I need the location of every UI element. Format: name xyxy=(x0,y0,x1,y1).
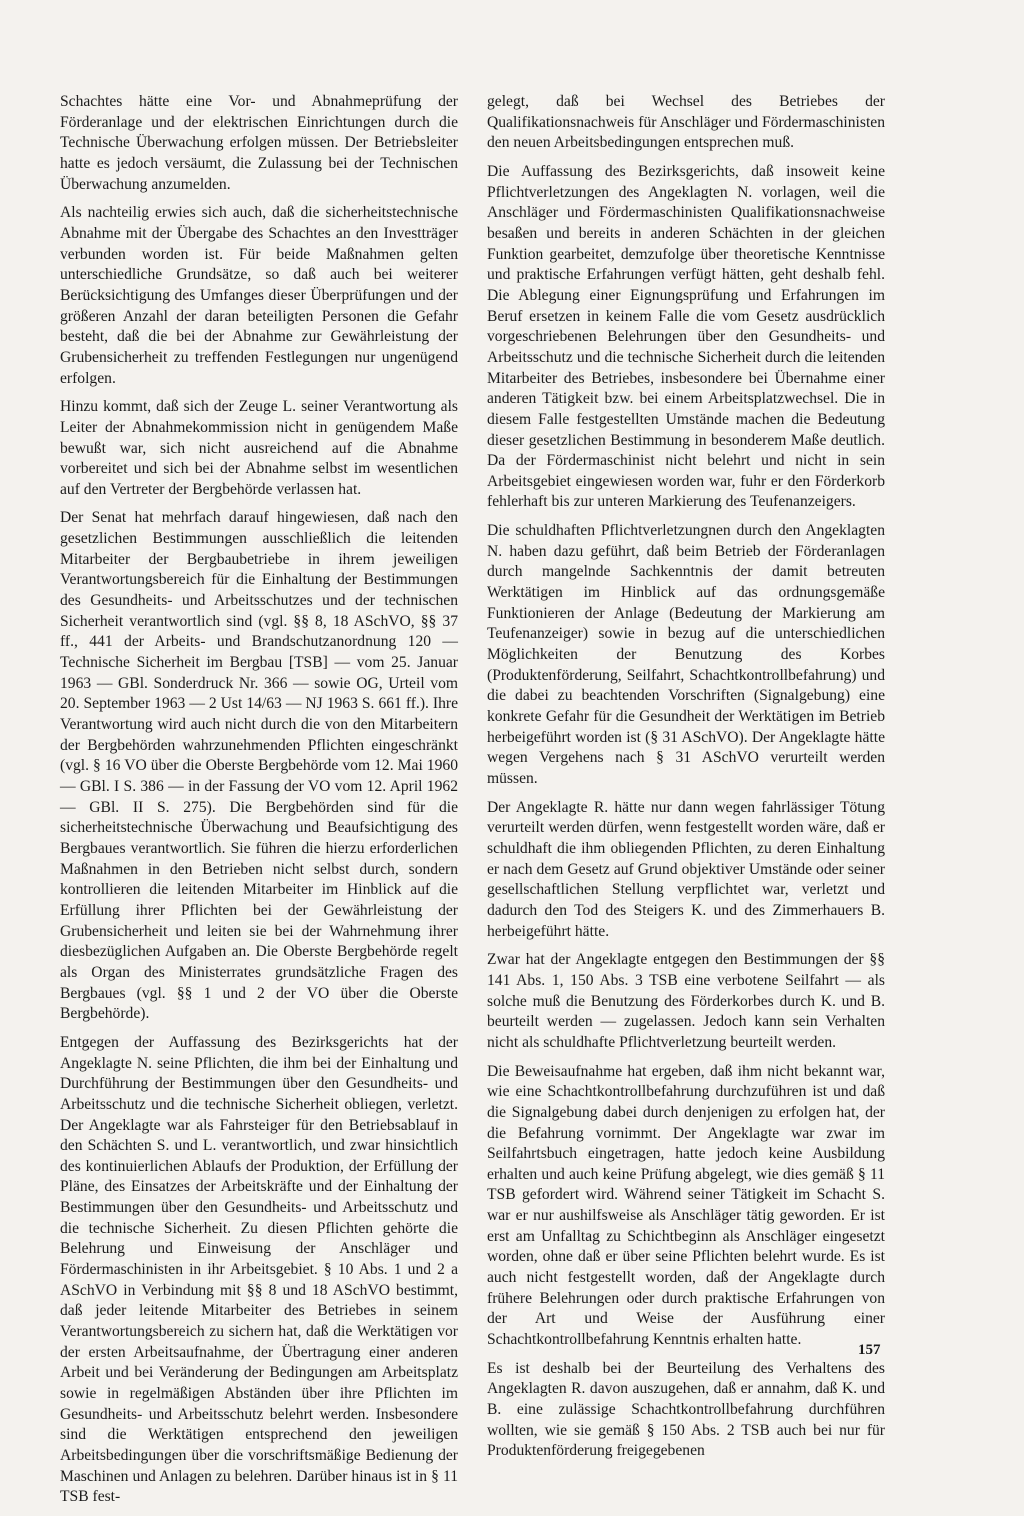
paragraph: gelegt, daß bei Wechsel des Betriebes der Qualifikationsnachweis für Anschläger und Fördermaschinisten den neuen Arbeitsbedingungen entsprechen muß. xyxy=(487,93,885,152)
left-column xyxy=(60,92,458,1516)
paragraph: Es ist deshalb bei der Beurteilung des Verhaltens des Angeklagten R. davon auszugehen, daß er annahm, daß K. und B. eine zulässige Schachtkontrollbefahrung durchführen wollten, wie sie gemäß § 150 Abs. 2 TSB auch bei nur für Produktenförderung freigegebenen xyxy=(487,1359,885,1460)
paragraph: Hinzu kommt, daß sich der Zeuge L. seiner Verantwortung als Leiter der Abnahmekommission nicht in genügendem Maße bewußt war, sich nicht ausreichend auf die Abnahme vorbereitet und sich bei der Abnahme selbst im wesentlichen auf den Vertreter der Bergbehörde verlassen hat. xyxy=(60,398,458,498)
paragraph: Als nachteilig erwies sich auch, daß die sicherheitstechnische Abnahme mit der Übergabe des Schachtes an den Investträger verbunden worden ist. Für beide Maßnahmen gelten unterschiedliche Grundsätze, so daß auch bei weiterer Berücksichtigung des Umfanges dieser Überprüfungen und der größeren Anzahl der daran beteiligten Personen die Gefahr besteht, daß die bei der Abnahme zur Gewährleistung der Grubensicherheit zu treffenden Festlegungen nur ungenügend erfolgen. xyxy=(60,204,458,387)
right-column xyxy=(487,92,885,1470)
paragraph: Entgegen der Auffassung des Bezirksgerichts hat der Angeklagte N. seine Pflichten, die ihm bei der Einhaltung und Durchführung der Bestimmungen über den Gesundheits- und Arbeitsschutz und die technische Sicherheit obliegen, verletzt. Der Angeklagte war als Fahrsteiger für den Betriebsablauf in den Schächten S. und L. verantwortlich, und zwar hinsichtlich des kontinuierlichen Ablaufs der Produktion, der Erfüllung der Pläne, des Einsatzes der Arbeitskräfte und der Einhaltung der Bestimmungen über den Gesundheits- und Arbeitsschutz und die technische Sicherheit. Zu diesen Pflichten gehörte die Belehrung und Einweisung der Anschläger und Fördermaschinisten in ihr Arbeitsgebiet. § 10 Abs. 1 und 2 a ASchVO in Verbindung mit §§ 8 und 18 ASchVO bestimmt, daß jeder leitende Mitarbeiter des Betriebes in seinem Verantwortungsbereich zu sichern hat, daß die Werktätigen vor der ersten Arbeitsaufnahme, der Übertragung einer anderen Arbeit und bei Veränderung der Bedingungen am Arbeitsplatz sowie in regelmäßigen Abständen über ihre Pflichten im Gesundheits- und Arbeitsschutz belehrt werden. Insbesondere sind die Werktätigen entsprechend den jeweiligen Arbeitsbedingungen über die vorschriftsmäßige Bedienung der Maschinen und Anlagen zu belehren. Darüber hinaus ist in § 11 TSB fest- xyxy=(60,1033,458,1506)
paragraph: Die Auffassung des Bezirksgerichts, daß insoweit keine Pflichtverletzungen des Angeklagten N. vorlagen, weil die Anschläger und Fördermaschinisten Qualifikationsnachweise besaßen und bereits in anderen Schächten in der gleichen Funktion gearbeitet, demzufolge über theoretische Kenntnisse und praktische Erfahrungen verfügt hätten, geht deshalb fehl. Die Ablegung einer Eignungsprüfung und Erfahrungen im Beruf ersetzen in keinem Falle die vom Gesetz ausdrücklich vorgeschriebenen Belehrungen über den Gesundheits- und Arbeitsschutz und die technische Sicherheit durch die leitenden Mitarbeiter des Betriebes, insbesondere bei Übernahme einer anderen Tätigkeit bzw. bei einem Arbeitsplatzwechsel. Die in diesem Falle festgestellten Umstände machen die Bedeutung dieser gesetzlichen Bestimmung in besonderem Maße deutlich. Da der Fördermaschinist nicht belehrt und nicht in sein Arbeitsgebiet eingewiesen worden war, fuhr er den Förderkorb fehlerhaft bis zur unteren Markierung des Teufenanzeigers. xyxy=(487,162,885,511)
paragraph: Schachtes hätte eine Vor- und Abnahmeprüfung der Förderanlage und der elektrischen Einrichtungen durch die Technische Überwachung erfolgen müssen. Der Betriebsleiter hatte es jedoch versäumt, die Zulassung bei der Technischen Überwachung anzumelden. xyxy=(60,93,458,193)
paragraph: Die schuldhaften Pflichtverletzungnen durch den Angeklagten N. haben dazu geführt, daß beim Betrieb der Förderanlagen durch mangelnde Sachkenntnis der damit betreuten Werktätigen im Hinblick auf das ordnungsgemäße Funktionieren der Anlage (Bedeutung der Markierung am Teufenanzeiger) sowie in bezug auf die unterschiedlichen Möglichkeiten der Benutzung des Korbes (Produktenförderung, Seilfahrt, Schachtkontrollbefahrung) und die dabei zu beachtenden Vorschriften (Signalgebung) eine konkrete Gefahr für die Gesundheit der Werktätigen im Betrieb herbeigeführt worden ist (§ 31 ASchVO). Der Angeklagte hätte wegen Vergehens nach § 31 ASchVO verurteilt werden müssen. xyxy=(487,522,885,787)
paragraph: Die Beweisaufnahme hat ergeben, daß ihm nicht bekannt war, wie eine Schachtkontrollbefahrung durchzuführen ist und daß die Signalgebung dabei durch denjenigen zu erfolgen hat, der die Befahrung vornimmt. Der Angeklagte war zwar im Seilfahrtsbuch eingetragen, hatte jedoch keine Ausbildung erhalten und auch keine Prüfung abgelegt, wie dies gemäß § 11 TSB gefordert wird. Während seiner Tätigkeit im Schacht S. war er nur aushilfsweise als Anschläger tätig geworden. Er ist erst am Unfalltag zu Schichtbeginn als Anschläger eingesetzt worden, ohne daß er über seine Pflichten belehrt wurde. Es ist auch nicht festgestellt worden, daß der Angeklagte durch frühere Belehrungen oder durch praktische Erfahrungen von der Art und Weise der Ausführung einer Schachtkontrollbefahrung Kenntnis erhalten hatte. xyxy=(487,1062,885,1349)
paragraph: Der Angeklagte R. hätte nur dann wegen fahrlässiger Tötung verurteilt werden dürfen, wenn festgestellt worden wäre, daß er schuldhaft die ihm obliegenden Pflichten, zu deren Einhaltung er nach dem Gesetz auf Grund objektiver Umstände oder seiner gesellschaftlichen Stellung verpflichtet war, verletzt und dadurch den Tod des Steigers K. und des Zimmerhauers B. herbeigeführt hätte. xyxy=(487,798,885,940)
page-number: 157 xyxy=(858,1342,881,1358)
paragraph: Zwar hat der Angeklagte entgegen den Bestimmungen der §§ 141 Abs. 1, 150 Abs. 3 TSB eine verbotene Seilfahrt — als solche muß die Benutzung des Förderkorbes durch K. und B. beurteilt werden — zugelassen. Jedoch kann sein Verhalten nicht als schuldhafte Pflichtverletzung beurteilt werden. xyxy=(487,951,885,1051)
paragraph: Der Senat hat mehrfach darauf hingewiesen, daß nach den gesetzlichen Bestimmungen ausschließlich die leitenden Mitarbeiter der Bergbaubetriebe in ihrem jeweiligen Verantwortungsbereich für die Einhaltung der Bestimmungen des Gesundheits- und Arbeitsschutzes und der technischen Sicherheit verantwortlich sind (vgl. §§ 8, 18 ASchVO, §§ 37 ff., 441 der Arbeits- und Brandschutzanordnung 120 — Technische Sicherheit im Bergbau [TSB] — vom 25. Januar 1963 — GBl. Sonderdruck Nr. 366 — sowie OG, Urteil vom 20. September 1963 — 2 Ust 14/63 — NJ 1963 S. 661 ff.). Ihre Verantwortung wird auch nicht durch die von den Mitarbeitern der Bergbehörden wahrzunehmenden Pflichten eingeschränkt (vgl. § 16 VO über die Oberste Bergbehörde vom 12. Mai 1960 — GBl. I S. 386 — in der Fassung der VO vom 12. April 1962 — GBl. II S. 275). Die Bergbehörden sind für die sicherheitstechnische Überwachung und Beaufsichtigung des Bergbaues verantwortlich. Sie führen die hierzu erforderlichen Maßnahmen in den Betrieben nicht selbst durch, sondern kontrollieren die leitenden Mitarbeiter im Hinblick auf die Erfüllung ihrer Pflichten bei der Gewährleistung der Grubensicherheit und leiten sie bei der Wahrnehmung ihrer diesbezüglichen Aufgaben an. Die Oberste Bergbehörde regelt als Organ des Ministerrates grundsätzliche Fragen des Bergbaues (vgl. §§ 1 und 2 der VO über die Oberste Bergbehörde). xyxy=(60,509,458,1023)
